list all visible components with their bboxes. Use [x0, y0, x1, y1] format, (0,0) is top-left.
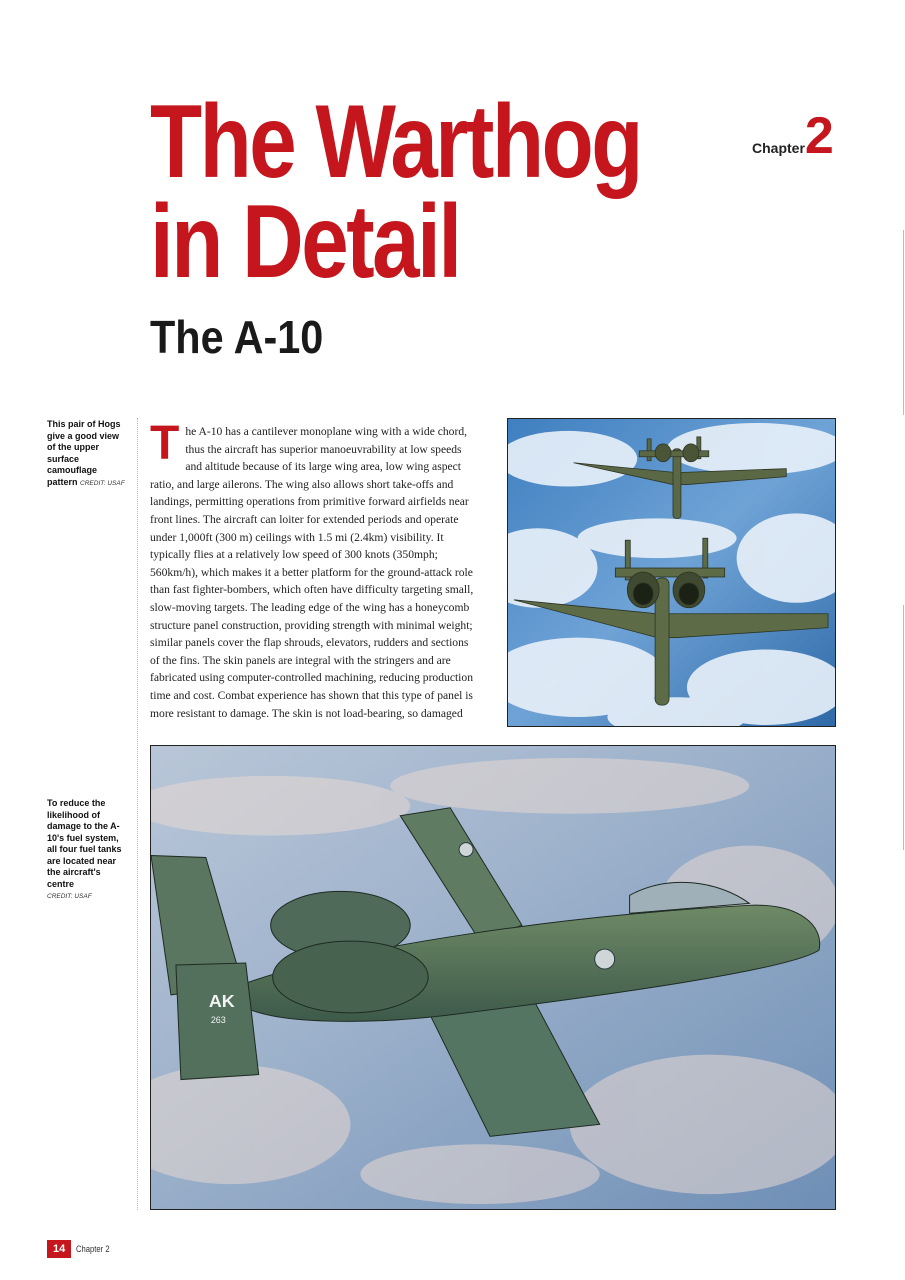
article-text: he A-10 has a cantilever monoplane wing with a wide chord, thus the aircraft has superior manoeuvrability at low speeds and altitude because of its large wing area, low wing aspect ratio, and large ailerons. The wing also allows short take-offs and landings, permitting operations from primitive forward airfields near front lines. The aircraft can loiter for extended periods and operate under 1,000ft (300 m) ceilings with 1.5 mi (2.4km) visibility. It typically flies at a relatively low speed of 300 knots (350mph; 560km/h), which makes it a better platform for the ground-attack role than fast fighter-bombers, which often have difficulty targeting small, slow-moving targets. The leading edge of the wing has a honeycomb structure panel construction, providing strength with minimal weight; similar panels cover the flap shrouds, elevators, rudders and sections of the fins. The skin panels are integral with the stringers and are fabricated using computer-controlled machining, reducing production time and cost. Combat experience has shown that this type of panel is more resistant to damage. The skin is not load-bearing, so damaged — [150, 425, 474, 720]
drop-cap: T — [150, 417, 180, 470]
column-divider — [137, 418, 138, 1210]
tail-serial: 263 — [210, 1014, 226, 1025]
chapter-number: 2 — [804, 107, 834, 165]
photo-pair-of-hogs — [507, 418, 836, 727]
caption-credit: CREDIT: USAF — [47, 893, 92, 900]
page-edge-line — [903, 605, 904, 850]
page-subtitle: The A-10 — [150, 311, 324, 363]
roundel-icon — [595, 949, 615, 969]
page-edge-line — [903, 230, 904, 415]
page-title — [150, 84, 642, 300]
photo-single-hog — [150, 745, 836, 1210]
tail-code: AK — [208, 990, 235, 1011]
chapter-word: Chapter — [752, 140, 805, 156]
roundel-icon — [459, 843, 473, 857]
aircraft-illustration — [151, 746, 835, 1209]
title-line-1: The Warthog — [150, 84, 641, 200]
chapter-label — [752, 107, 834, 165]
title-line-2: in Detail — [150, 184, 460, 300]
caption-credit: CREDIT: USAF — [80, 479, 125, 487]
footer-chapter: Chapter 2 — [76, 1244, 110, 1254]
photo-caption — [47, 798, 127, 903]
page-number: 14 — [47, 1240, 71, 1258]
photo-caption — [47, 419, 127, 489]
article-body — [150, 417, 478, 722]
caption-text: This pair of Hogs give a good view of the upper surface camouflage pattern — [47, 419, 121, 487]
caption-text: To reduce the likelihood of damage to the A-10's fuel system, all four fuel tanks are located near the aircraft's centre — [47, 798, 122, 889]
page-footer — [47, 1240, 116, 1258]
aircraft-pair-illustration — [508, 419, 835, 726]
